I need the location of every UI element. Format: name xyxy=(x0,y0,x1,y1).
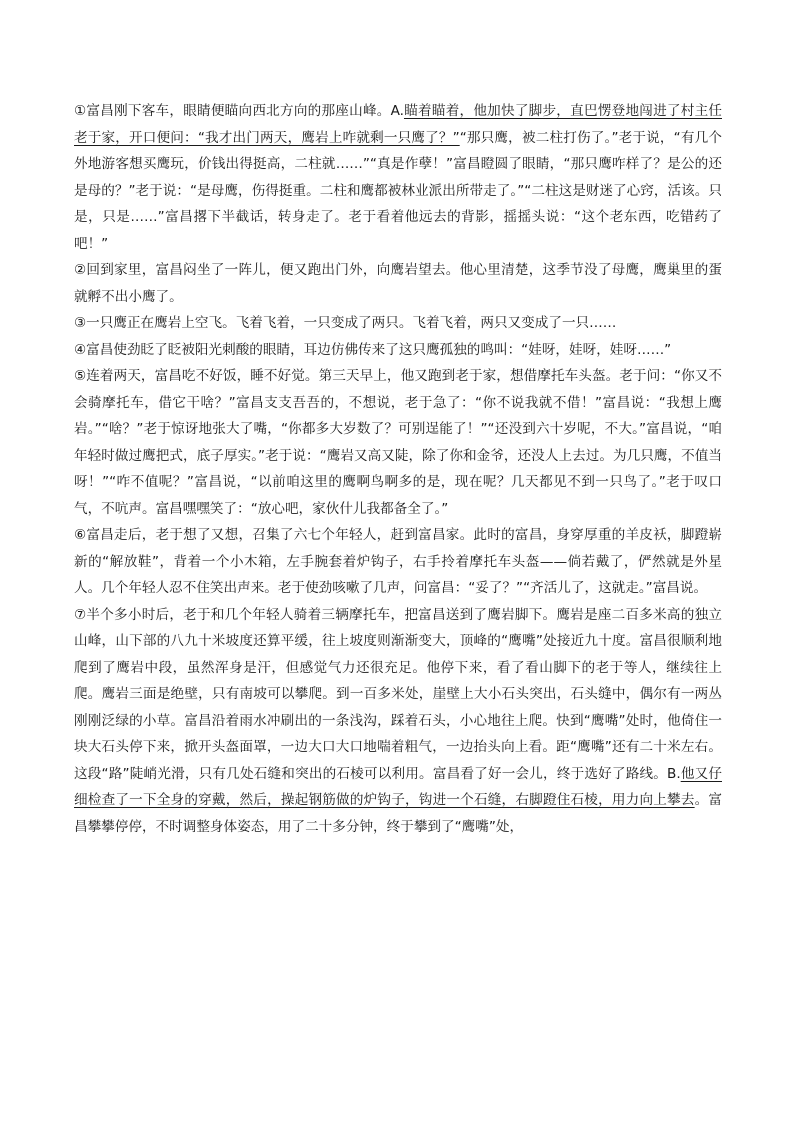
paragraph-6 xyxy=(74,522,722,602)
paragraph-text: ⑥富昌走后，老于想了又想，召集了六七个年轻人，赶到富昌家。此时的富昌，身穿厚重的羊皮袄，脚蹬崭新的“解放鞋”，背着一个小木箱，左手腕套着炉钩子，右手拎着摩托车头盔——倘若戴了，俨然就是外星人。几个年轻人忍不住笑出声来。老于使劲咳嗽了几声，问富昌：“妥了？”“齐活儿了，这就走。”富昌说。 xyxy=(74,527,722,596)
document-page xyxy=(74,98,722,840)
paragraph-text: ③一只鹰正在鹰岩上空飞。飞着飞着，一只变成了两只。飞着飞着，两只又变成了一只…… xyxy=(74,315,617,331)
underlined-sentence: 瞄着瞄着，他加快了脚步，直巴愣登地闯进了村主任老于家，开口便问：“我才出门两天，鹰岩上咋就剩一只鹰了？” xyxy=(74,103,722,146)
paragraph-2 xyxy=(74,257,722,310)
paragraph-text: ⑦半个多小时后，老于和几个年轻人骑着三辆摩托车，把富昌送到了鹰岩脚下。鹰岩是座二百多米高的独立山峰，山下部的八九十米坡度还算平缓，往上坡度则渐渐变大，顶峰的“鹰嘴”处接近九十度。富昌很顺利地爬到了鹰岩中段，虽然浑身是汗，但感觉气力还很充足。他停下来，看了看山脚下的老于等人，继续往上爬。鹰岩三面是绝壁，只有南坡可以攀爬。到一百多米处，崖壁上大小石头突出，石头缝中，偶尔有一两丛刚刚泛绿的小草。富昌沿着雨水冲刷出的一条浅沟，踩着石头，小心地往上爬。快到“鹰嘴”处时，他倚住一块大石头停下来，掀开头盔面罩，一边大口大口地喘着粗气，一边抬头向上看。距“鹰嘴”还有二十米左右。这段“路”陡峭光滑，只有几处石缝和突出的石棱可以利用。富昌看了好一会儿，终于选好了路线。B. xyxy=(74,606,722,782)
paragraph-text: ④富昌使劲眨了眨被阳光刺酸的眼睛，耳边仿佛传来了这只鹰孤独的鸣叫：“娃呀，娃呀，娃呀……” xyxy=(74,341,672,358)
paragraph-1 xyxy=(74,98,722,257)
paragraph-text: ②回到家里，富昌闷坐了一阵儿，便又跑出门外，向鹰岩望去。他心里清楚，这季节没了母鹰，鹰巢里的蛋就孵不出小鹰了。 xyxy=(74,262,722,305)
underlined-sentence: 他又仔细检查了一下全身的穿戴，然后，操起钢筋做的炉钩子，钩进一个石缝，右脚蹬住石棱，用力向上攀去 xyxy=(74,765,722,808)
paragraph-7 xyxy=(74,602,722,841)
paragraph-text: ①富昌刚下客车，眼睛便瞄向西北方向的那座山峰。A. xyxy=(74,103,404,119)
paragraph-text: 。富昌攀攀停停，不时调整身体姿态，用了二十多分钟，终于攀到了“鹰嘴”处， xyxy=(74,792,723,835)
paragraph-3 xyxy=(74,310,722,337)
paragraph-5 xyxy=(74,363,722,522)
paragraph-text: “那只鹰，被二柱打伤了。”老于说，“有几个外地游客想买鹰玩，价钱出得挺高，二柱就……”“真是作孽！”富昌瞪圆了眼睛，“那只鹰咋样了？是公的还是母的？”老于说：“是母鹰，伤得挺重。二柱和鹰都被林业派出所带走了。”“二柱这是财迷了心窍，活该。只是，只是……”富昌撂下半截话，转身走了。老于看着他远去的背影，摇摇头说：“这个老东西，吃错药了吧！” xyxy=(74,129,722,252)
paragraph-text: ⑤连着两天，富昌吃不好饭，睡不好觉。第三天早上，他又跑到老于家，想借摩托车头盔。老于问：“你又不会骑摩托车，借它干啥？”富昌支支吾吾的，不想说，老于急了：“你不说我就不借！”富昌说：“我想上鹰岩。”“啥？”老于惊讶地张大了嘴，“你都多大岁数了？可别逞能了！”“还没到六十岁呢，不大。”富昌说，“咱年轻时做过鹰把式，底子厚实。”老于说：“鹰岩又高又陡，除了你和金爷，还没人上去过。为几只鹰，不值当呀！”“咋不值呢？”富昌说，“以前咱这里的鹰啊鸟啊多的是，现在呢？几天都见不到一只鸟了。”老于叹口气，不吭声。富昌嘿嘿笑了：“放心吧，家伙什儿我都备全了。” xyxy=(74,368,722,517)
paragraph-4 xyxy=(74,337,722,364)
